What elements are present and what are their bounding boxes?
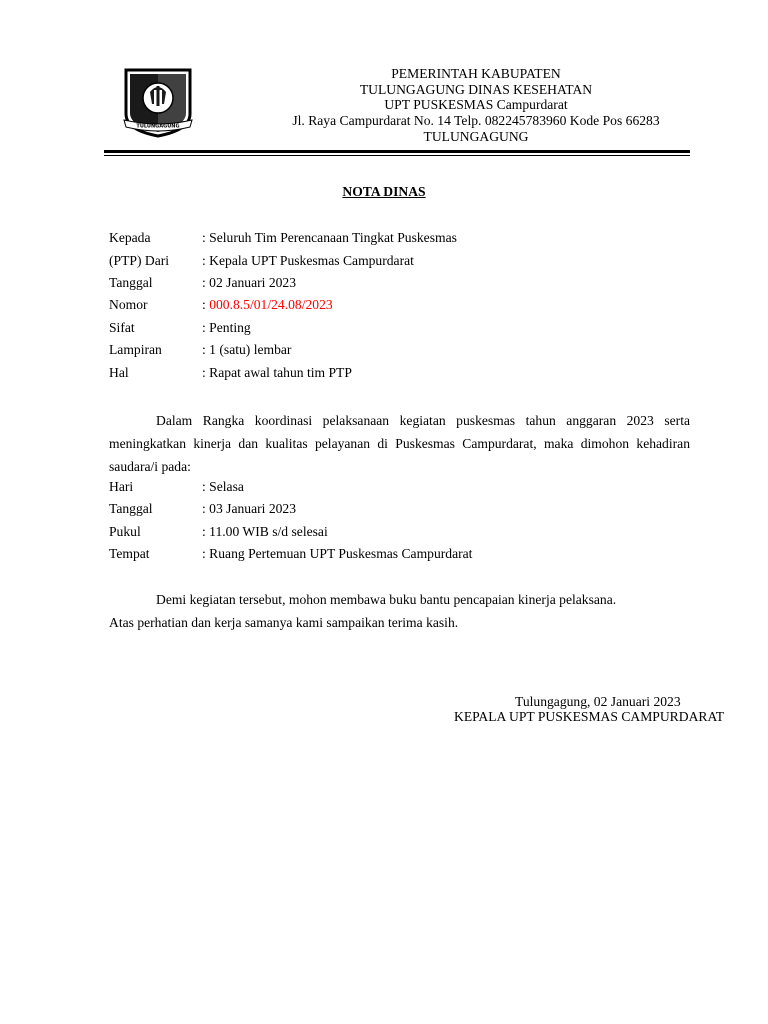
schedule-value: : 03 Januari 2023 [202,501,297,516]
schedule-label: Tempat [109,546,150,561]
field-value: : Kepala UPT Puskesmas Campurdarat [202,253,414,268]
field-value: : Penting [202,320,251,335]
schedule-value: : Ruang Pertemuan UPT Puskesmas Campurdarat [202,546,473,561]
field-value: : Rapat awal tahun tim PTP [202,365,352,380]
letterhead-divider-thick [104,150,690,153]
closing-thanks: Atas perhatian dan kerja samanya kami sampaikan terima kasih. [109,615,459,630]
closing-request: Demi kegiatan tersebut, mohon membawa buku bantu pencapaian kinerja pelaksana. [156,592,617,607]
letterhead-city: TULUNGAGUNG [423,128,529,144]
schedule-label: Pukul [109,524,141,539]
document-title-text: NOTA DINAS [342,184,426,199]
letterhead-government: PEMERINTAH KABUPATEN [391,66,561,81]
document-title [0,184,768,200]
field-value: : 02 Januari 2023 [202,275,297,290]
letterhead [260,66,692,145]
logo-ribbon-text: TULUNGAGUNG [136,123,180,130]
field-colon: : [202,297,210,312]
field-value [202,297,333,313]
body-paragraph: Dalam Rangka koordinasi pelaksanaan kegiatan puskesmas tahun anggaran 2023 serta meningkatkan kinerja dan kualitas pelayanan di Puskesmas Campurdarat, maka dimohon kehadiran saudara/i pada: [109,413,690,474]
field-label: Hal [109,365,129,380]
field-label: (PTP) Dari [109,253,170,268]
letterhead-department: TULUNGAGUNG DINAS KESEHATAN [359,81,593,97]
letterhead-address: Jl. Raya Campurdarat No. 14 Telp. 082245783960 Kode Pos 66283 [292,113,660,129]
letter-number: 000.8.5/01/24.08/2023 [209,297,333,312]
letterhead-unit: UPT PUSKESMAS Campurdarat [384,97,568,113]
schedule-label: Tanggal [109,501,153,516]
field-label: Sifat [109,320,135,335]
field-label: Nomor [109,297,148,312]
field-label: Kepada [109,230,151,245]
schedule-label: Hari [109,479,134,494]
field-value: : 1 (satu) lembar [202,342,292,357]
field-label: Tanggal [109,275,153,290]
schedule-value: : Selasa [202,479,244,494]
signature-place-date: Tulungagung, 02 Januari 2023 [515,694,681,709]
schedule-value: : 11.00 WIB s/d selesai [202,524,328,539]
field-value: : Seluruh Tim Perencanaan Tingkat Puskesmas [202,230,457,245]
field-label: Lampiran [109,342,162,357]
letterhead-divider-thin [104,155,690,156]
signature-position: KEPALA UPT PUSKESMAS CAMPURDARAT [454,709,725,724]
regency-emblem-logo [120,64,196,140]
